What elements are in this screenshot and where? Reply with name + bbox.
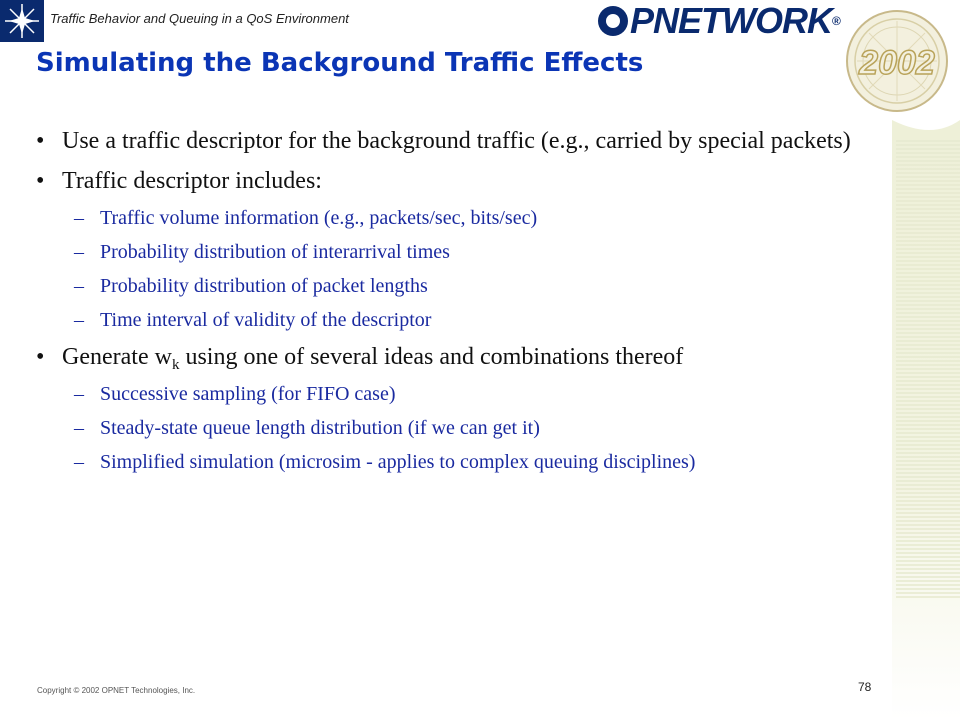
sub-bullet-text: Steady-state queue length distribution (if we can get it): [100, 417, 540, 439]
sub-bullet-item: [36, 382, 876, 406]
dash-marker: –: [74, 275, 84, 297]
bullet-text: Use a traffic descriptor for the background traffic (e.g., carried by special packets): [62, 128, 851, 154]
bullet-text-start: Generate w: [62, 344, 172, 370]
sub-bullet-item: [36, 240, 876, 264]
bullet-text: [62, 344, 684, 373]
dash-marker: –: [74, 207, 84, 229]
dash-marker: –: [74, 383, 84, 405]
seal-year: 2002: [859, 44, 935, 82]
slide-title: Simulating the Background Traffic Effects: [36, 48, 644, 78]
sub-bullet-item: [36, 450, 876, 474]
bullet-marker: •: [36, 128, 45, 154]
decorative-side-pattern: [892, 120, 960, 720]
bullet-item: [36, 342, 876, 372]
dash-marker: –: [74, 309, 84, 331]
sub-bullet-text: Successive sampling (for FIFO case): [100, 383, 396, 405]
sub-bullet-text: Probability distribution of interarrival times: [100, 241, 450, 263]
sub-bullet-item: [36, 274, 876, 298]
brand-wordmark: PNETWORK: [630, 0, 832, 41]
sub-bullet-text: Simplified simulation (microsim - applies to complex queuing disciplines): [100, 451, 696, 473]
trademark-mark: ®: [832, 14, 841, 28]
sub-bullet-item: [36, 206, 876, 230]
copyright-notice: Copyright © 2002 OPNET Technologies, Inc.: [37, 686, 196, 695]
bullet-marker: •: [36, 168, 45, 194]
dash-marker: –: [74, 241, 84, 263]
bullet-item: [36, 166, 876, 196]
presentation-subtitle: Traffic Behavior and Queuing in a QoS Environment: [50, 11, 349, 26]
sub-bullet-item: [36, 308, 876, 332]
dash-marker: –: [74, 417, 84, 439]
opnetwork-2002-seal: [842, 6, 952, 116]
dash-marker: –: [74, 451, 84, 473]
slide-header: [0, 0, 960, 42]
bullet-text: Traffic descriptor includes:: [62, 168, 322, 194]
compass-star-icon: [0, 0, 44, 42]
bullet-text-end: using one of several ideas and combinations thereof: [179, 344, 684, 370]
sub-bullet-text: Traffic volume information (e.g., packets/sec, bits/sec): [100, 207, 538, 229]
subscript-k: k: [171, 357, 180, 373]
sub-bullet-text: Time interval of validity of the descriptor: [100, 309, 432, 331]
page-number: 78: [858, 680, 872, 694]
opnetwork-logo: [598, 1, 841, 41]
sub-bullet-item: [36, 416, 876, 440]
brand-o-icon: [598, 6, 628, 36]
bullet-item: [36, 126, 876, 156]
sub-bullet-text: Probability distribution of packet lengths: [100, 275, 428, 297]
bullet-marker: •: [36, 344, 45, 370]
slide-body: [36, 126, 876, 484]
